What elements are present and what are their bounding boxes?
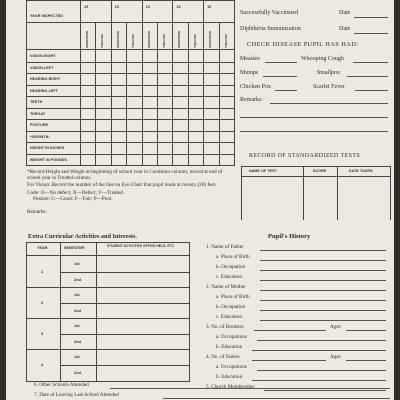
posture-legend: Posture: G—Good; F—Fair; P—Poor.: [33, 195, 113, 202]
immunization-label: Diphtheria Immunization: [240, 26, 301, 32]
immunization-date-label: Date: [339, 26, 351, 32]
scarlet-fever-label: Scarlet Fever: [313, 84, 345, 90]
brothers-ages-label: Ages: [330, 324, 341, 330]
health-notes: [27, 169, 233, 215]
extra-semester: 2nd: [74, 277, 82, 282]
tests-section: [241, 150, 391, 220]
brothers-education-label: b. Education: [216, 344, 243, 350]
column-header: TREATED: [100, 34, 105, 48]
disease-section: [235, 0, 394, 165]
row-line: [26, 108, 235, 109]
tests-col-date: DATE TAKEN: [349, 169, 373, 173]
history-line: [260, 280, 386, 281]
brothers-label: 3. No. of Brothers: [206, 324, 244, 330]
grid-line: [157, 22, 158, 165]
extra-semester: 1st: [74, 355, 80, 359]
health-row-label: HEIGHT IN INCHES: [30, 146, 65, 150]
year-mark: 19: [114, 5, 119, 9]
history-line: [260, 270, 386, 271]
year-line: [26, 287, 190, 288]
row-line: [26, 119, 235, 120]
chicken-pox-label: Chicken Pox: [240, 84, 271, 90]
extra-semester: 1st: [74, 293, 80, 297]
history-subitem-label: a. Place of Birth: [216, 294, 250, 300]
row-line: [26, 62, 235, 63]
grid-line: [172, 0, 173, 165]
extra-col-activities: STUDENT ACTIVITIES OFFICE HELD, ETC.: [106, 244, 176, 248]
history-subitem-label: c. Education: [216, 274, 242, 280]
sisters-occupations-label: a. Occupations: [216, 364, 247, 370]
health-row-label: TEETH: [30, 100, 43, 104]
column-header: CONDITION: [85, 31, 89, 48]
extra-col-semester: SEMESTER: [64, 246, 85, 250]
year-mark: 19: [207, 5, 212, 9]
history-subitem-label: c. Education: [216, 314, 242, 320]
extra-col-year: YEAR: [37, 246, 48, 250]
other-schools-label: 6. Other Schools Attended: [34, 382, 89, 388]
year-mark: 19: [176, 5, 181, 9]
extra-title: Extra Curricular Activities and Interests.: [28, 233, 137, 240]
extra-semester: 2nd: [74, 339, 82, 344]
health-row-label: WEIGHT IN POUNDS: [30, 157, 67, 162]
whooping-cough-label: Whooping Cough: [301, 56, 344, 62]
row-line: [26, 73, 235, 74]
row-line: [26, 154, 235, 155]
sisters-label: 4. No. of Sisters: [206, 354, 240, 360]
history-subitem-label: b. Occupation: [216, 304, 246, 310]
column-header: TREATED: [131, 34, 136, 48]
health-row-label: HEARING-RIGHT: [30, 77, 61, 81]
date-leaving-label: 7. Date of Leaving Last School Attended: [34, 392, 119, 398]
year-line: [26, 318, 190, 319]
history-line: [260, 300, 386, 301]
sisters-ages-label: Ages: [330, 354, 341, 360]
semester-line: [60, 334, 190, 335]
note-height-weight: *Record Height and Weight at beginning of school year in Condition column; record at end of school year in Treated column.: [27, 169, 223, 182]
row-line: [26, 85, 235, 86]
health-row-label: HEARING-LEFT: [30, 88, 58, 93]
year-line: [26, 349, 190, 350]
semester-line: [60, 272, 190, 273]
grid-line: [95, 22, 96, 165]
column-header: CONDITION: [177, 31, 182, 48]
history-title: Pupil's History: [268, 233, 311, 240]
grid-line: [219, 22, 220, 165]
grid-line: [203, 0, 204, 165]
code-legend: Code: O—No defect; X—Defect; V—Treated.: [27, 189, 124, 196]
health-row-label: *GROWTH:: [30, 134, 50, 139]
row-line: [26, 96, 235, 97]
note-vision: For Vision: Record the number of the line on Eye Chart that pupil reads at twenty (20) feet.: [27, 182, 217, 189]
disease-remarks-label: Remarks:: [240, 97, 263, 103]
extra-table: [26, 242, 190, 382]
grid-line: [126, 22, 127, 165]
extra-year: 2: [41, 300, 44, 305]
column-header: TREATED: [192, 34, 197, 48]
church-label: 5. Church Membership: [206, 384, 254, 390]
history-line: [260, 290, 386, 291]
measles-label: Measles: [240, 56, 260, 62]
column-header: TREATED: [223, 34, 228, 48]
history-line: [260, 250, 386, 251]
health-row-label: POSTURE: [30, 123, 49, 127]
sisters-education-label: b. Education: [216, 374, 243, 380]
extra-year: 1: [41, 269, 44, 274]
semester-line: [60, 365, 190, 366]
extra-semester: 2nd: [74, 370, 82, 375]
extra-year: 4: [41, 362, 44, 367]
extra-semester: 1st: [74, 324, 80, 328]
health-row-label: THROAT: [30, 111, 46, 116]
vaccinated-date-label: Date: [339, 10, 351, 16]
column-header: CONDITION: [146, 31, 151, 48]
vaccinated-label: Successfully Vaccinated: [240, 10, 299, 16]
column-header: TREATED: [162, 34, 166, 48]
history-item-label: 1. Name of Father: [206, 244, 244, 250]
history-subitem-label: a. Place of Birth: [216, 254, 250, 260]
year-inspected-label: YEAR INSPECTED: [30, 14, 63, 18]
extra-semester: 1st: [74, 262, 80, 266]
extra-year: 3: [41, 331, 44, 336]
row-line: [26, 142, 235, 143]
health-remarks-label: Remarks:: [27, 209, 47, 216]
column-header: CONDITION: [208, 31, 213, 48]
record-card: [6, 0, 394, 400]
row-line: [26, 131, 235, 132]
history-item-label: 2. Name of Mother: [206, 284, 246, 290]
smallpox-label: Smallpox: [317, 70, 341, 76]
brothers-occupations-label: a. Occupations: [216, 334, 247, 340]
grid-line: [111, 0, 112, 165]
grid-line: [142, 0, 143, 165]
year-mark: 19: [145, 5, 150, 9]
column-header: CONDITION: [115, 31, 120, 48]
health-table: [6, 0, 235, 165]
mumps-label: Mumps: [240, 70, 259, 76]
history-subitem-label: b. Occupation: [216, 264, 246, 270]
semester-line: [60, 303, 190, 304]
year-mark: 19: [84, 5, 89, 9]
tests-col-name: NAME OF TEST: [249, 169, 277, 173]
health-row-label: VISION-RIGHT: [30, 54, 56, 58]
history-line: [260, 310, 386, 311]
history-line: [260, 320, 386, 321]
extra-semester: 2nd: [74, 308, 82, 313]
health-row-label: VISION-LEFT: [30, 65, 54, 70]
grid-line: [188, 22, 189, 165]
history-line: [260, 260, 386, 261]
disease-checklist-title: CHECK DISEASE PUPIL HAS HAD:: [247, 41, 359, 48]
tests-col-score: SCORE: [313, 169, 327, 173]
tests-title: RECORD OF STANDARDIZED TESTS: [249, 153, 361, 159]
